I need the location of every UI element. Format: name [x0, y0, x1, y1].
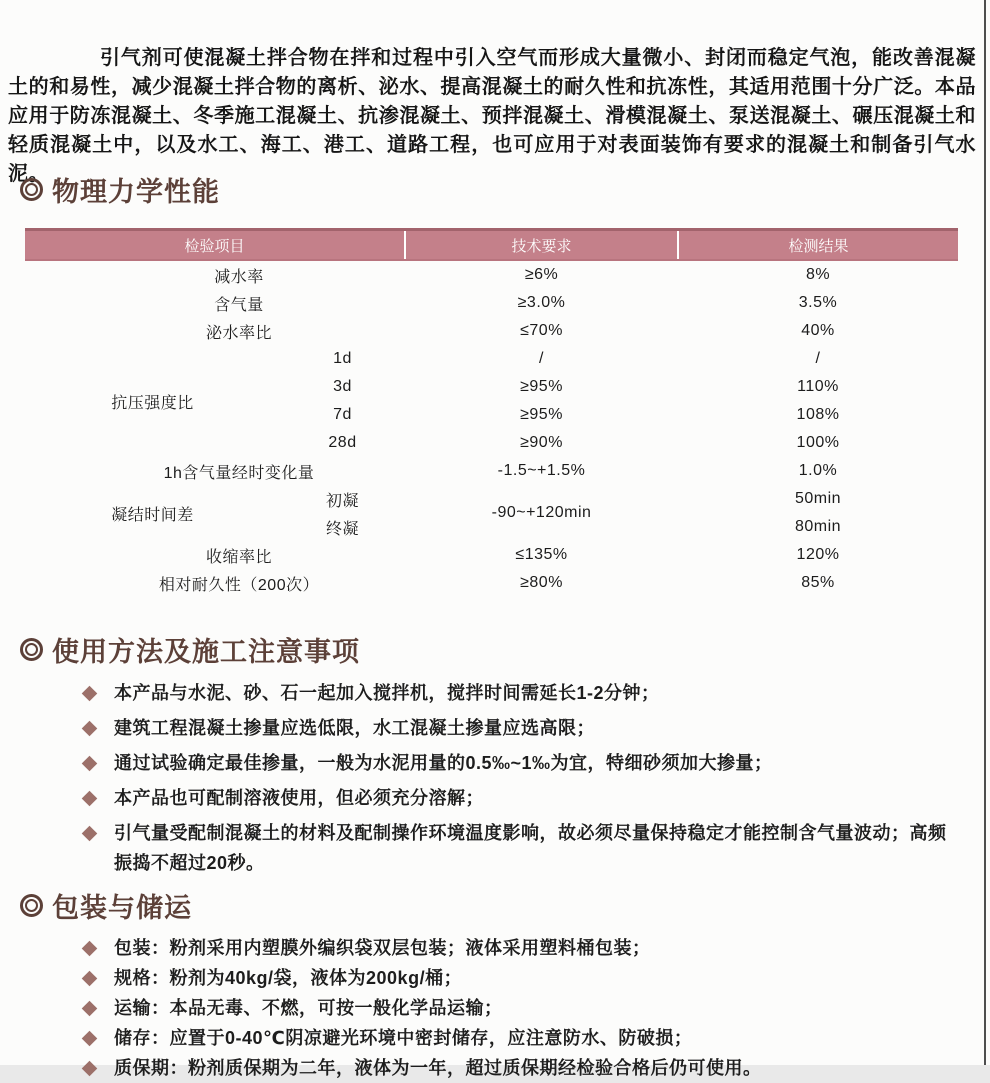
- list-item-text: 引气量受配制混凝土的材料及配制操作环境温度影响，故必须尽量保持稳定才能控制含气量波动；高频振捣不超过20秒。: [114, 823, 947, 873]
- cell-item: 含气量: [214, 296, 264, 314]
- cell-result: /: [815, 350, 821, 367]
- table-row: [25, 485, 958, 513]
- diamond-bullet-icon: [82, 686, 98, 702]
- cell-item: 泌水率比: [206, 324, 273, 342]
- cell-item: 相对耐久性（200次）: [158, 576, 320, 594]
- cell-requirement: -1.5~+1.5%: [497, 462, 586, 479]
- cell-sub-item: 28d: [328, 434, 357, 451]
- list-item: [84, 963, 960, 993]
- cell-requirement: ≥90%: [520, 434, 563, 451]
- list-item: [84, 783, 960, 813]
- bullseye-icon: [20, 178, 43, 201]
- list-item: [84, 933, 960, 963]
- cell-sub-item: 终凝: [326, 520, 360, 538]
- cell-item: 减水率: [214, 268, 264, 286]
- cell-sub-item: 3d: [333, 378, 352, 395]
- table-row: [25, 260, 958, 289]
- cell-result: 50min: [794, 490, 842, 507]
- diamond-bullet-icon: [82, 971, 98, 987]
- list-item-text: 储存：应置于0-40℃阴凉避光环境中密封储存，应注意防水、防破损；: [114, 1028, 693, 1048]
- table-row: [25, 569, 958, 597]
- packing-list: [84, 933, 960, 1083]
- section-heading-usage: [20, 630, 360, 669]
- diamond-bullet-icon: [82, 1001, 98, 1017]
- table-row: [25, 457, 958, 485]
- cell-item: 1h含气量经时变化量: [163, 464, 315, 482]
- list-item: [84, 993, 960, 1023]
- table-row: [25, 289, 958, 317]
- list-item-cutoff: [84, 1053, 960, 1083]
- list-item-text: 本产品也可配制溶液使用，但必须充分溶解；: [114, 788, 484, 808]
- diamond-bullet-icon: [82, 826, 98, 842]
- cell-result: 80min: [794, 518, 842, 535]
- cell-requirement: /: [539, 350, 544, 367]
- section-title-physical: 物理力学性能: [52, 177, 220, 207]
- list-item: [84, 713, 960, 743]
- cell-result: 3.5%: [798, 294, 838, 311]
- bullseye-icon: [20, 638, 43, 661]
- section-heading-packing: [20, 886, 192, 925]
- list-item-text: 运输：本品无毒、不燃，可按一般化学品运输；: [114, 998, 503, 1018]
- list-item-text: 本产品与水泥、砂、石一起加入搅拌机，搅拌时间需延长1-2分钟；: [114, 683, 660, 703]
- intro-paragraph: 引气剂可使混凝土拌合物在拌和过程中引入空气而形成大量微小、封闭而稳定气泡，能改善混凝土的和易性，减少混凝土拌合物的离析、泌水、提高混凝土的耐久性和抗冻性，其适用范围十分广泛。本品应用于防冻混凝土、冬季施工混凝土、抗渗混凝土、预拌混凝土、滑模混凝土、泵送混凝土、碾压混凝土和轻质混凝土中，以及水工、海工、港工、道路工程，也可应用于对表面装饰有要求的混凝土和制备引气水泥。: [8, 47, 976, 185]
- cell-requirement: ≥6%: [524, 266, 559, 283]
- diamond-bullet-icon: [82, 1031, 98, 1047]
- cell-group-label: 抗压强度比: [111, 394, 194, 412]
- section-title-packing: 包装与储运: [52, 893, 192, 923]
- table-row: [25, 345, 958, 373]
- list-item: [84, 678, 960, 708]
- diamond-bullet-icon: [82, 721, 98, 737]
- diamond-bullet-icon: [82, 941, 98, 957]
- cell-requirement: ≤70%: [520, 322, 563, 339]
- cell-requirement: ≥3.0%: [517, 294, 566, 311]
- list-item-text: 包装：粉剂采用内塑膜外编织袋双层包装；液体采用塑料桶包装；: [114, 938, 651, 958]
- cell-requirement: ≥95%: [520, 406, 563, 423]
- cell-item: 收缩率比: [206, 548, 273, 566]
- list-item-text: 规格：粉剂为40kg/袋，液体为200kg/桶；: [114, 968, 463, 988]
- cell-result: 110%: [797, 378, 839, 395]
- cell-sub-item: 1d: [333, 350, 352, 367]
- list-item: [84, 748, 960, 778]
- table-row: [25, 317, 958, 345]
- section-heading-physical: [20, 170, 220, 209]
- cell-result: 8%: [805, 266, 831, 283]
- scan-edge-line: [984, 0, 986, 1065]
- spec-table: [25, 228, 958, 597]
- usage-list: [84, 678, 960, 883]
- diamond-bullet-icon: [82, 756, 98, 772]
- list-item: [84, 818, 960, 878]
- list-item-text: 通过试验确定最佳掺量，一般为水泥用量的0.5‰~1‰为宜，特细砂须加大掺量；: [114, 753, 773, 773]
- list-item-text: 质保期：粉剂质保期为二年，液体为一年，超过质保期经检验合格后仍可使用。: [114, 1058, 762, 1078]
- cell-result: 85%: [801, 574, 835, 591]
- header-requirement: 技术要求: [405, 230, 678, 261]
- cell-sub-item: 初凝: [326, 492, 360, 510]
- diamond-bullet-icon: [82, 791, 98, 807]
- cell-requirement: ≤135%: [515, 546, 568, 563]
- cell-group-label: 凝结时间差: [111, 506, 194, 524]
- cell-requirement: -90~+120min: [491, 504, 592, 521]
- list-item: [84, 1023, 960, 1053]
- cell-result: 40%: [801, 322, 835, 339]
- section-title-usage: 使用方法及施工注意事项: [52, 637, 360, 667]
- cell-sub-item: 7d: [333, 406, 352, 423]
- cell-result: 120%: [796, 546, 840, 563]
- header-result: 检测结果: [678, 230, 958, 261]
- cell-result: 1.0%: [798, 462, 838, 479]
- cell-requirement: ≥80%: [520, 574, 563, 591]
- cell-requirement: ≥95%: [520, 378, 563, 395]
- bullseye-icon: [20, 894, 43, 917]
- header-row: [25, 230, 958, 261]
- list-item-text: 建筑工程混凝土掺量应选低限，水工混凝土掺量应选高限；: [114, 718, 595, 738]
- cell-result: 100%: [796, 434, 840, 451]
- table-row: [25, 541, 958, 569]
- cell-result: 108%: [796, 406, 840, 423]
- diamond-bullet-icon: [82, 1061, 98, 1077]
- spec-table-header: [25, 230, 958, 261]
- header-item: 检验项目: [25, 230, 405, 261]
